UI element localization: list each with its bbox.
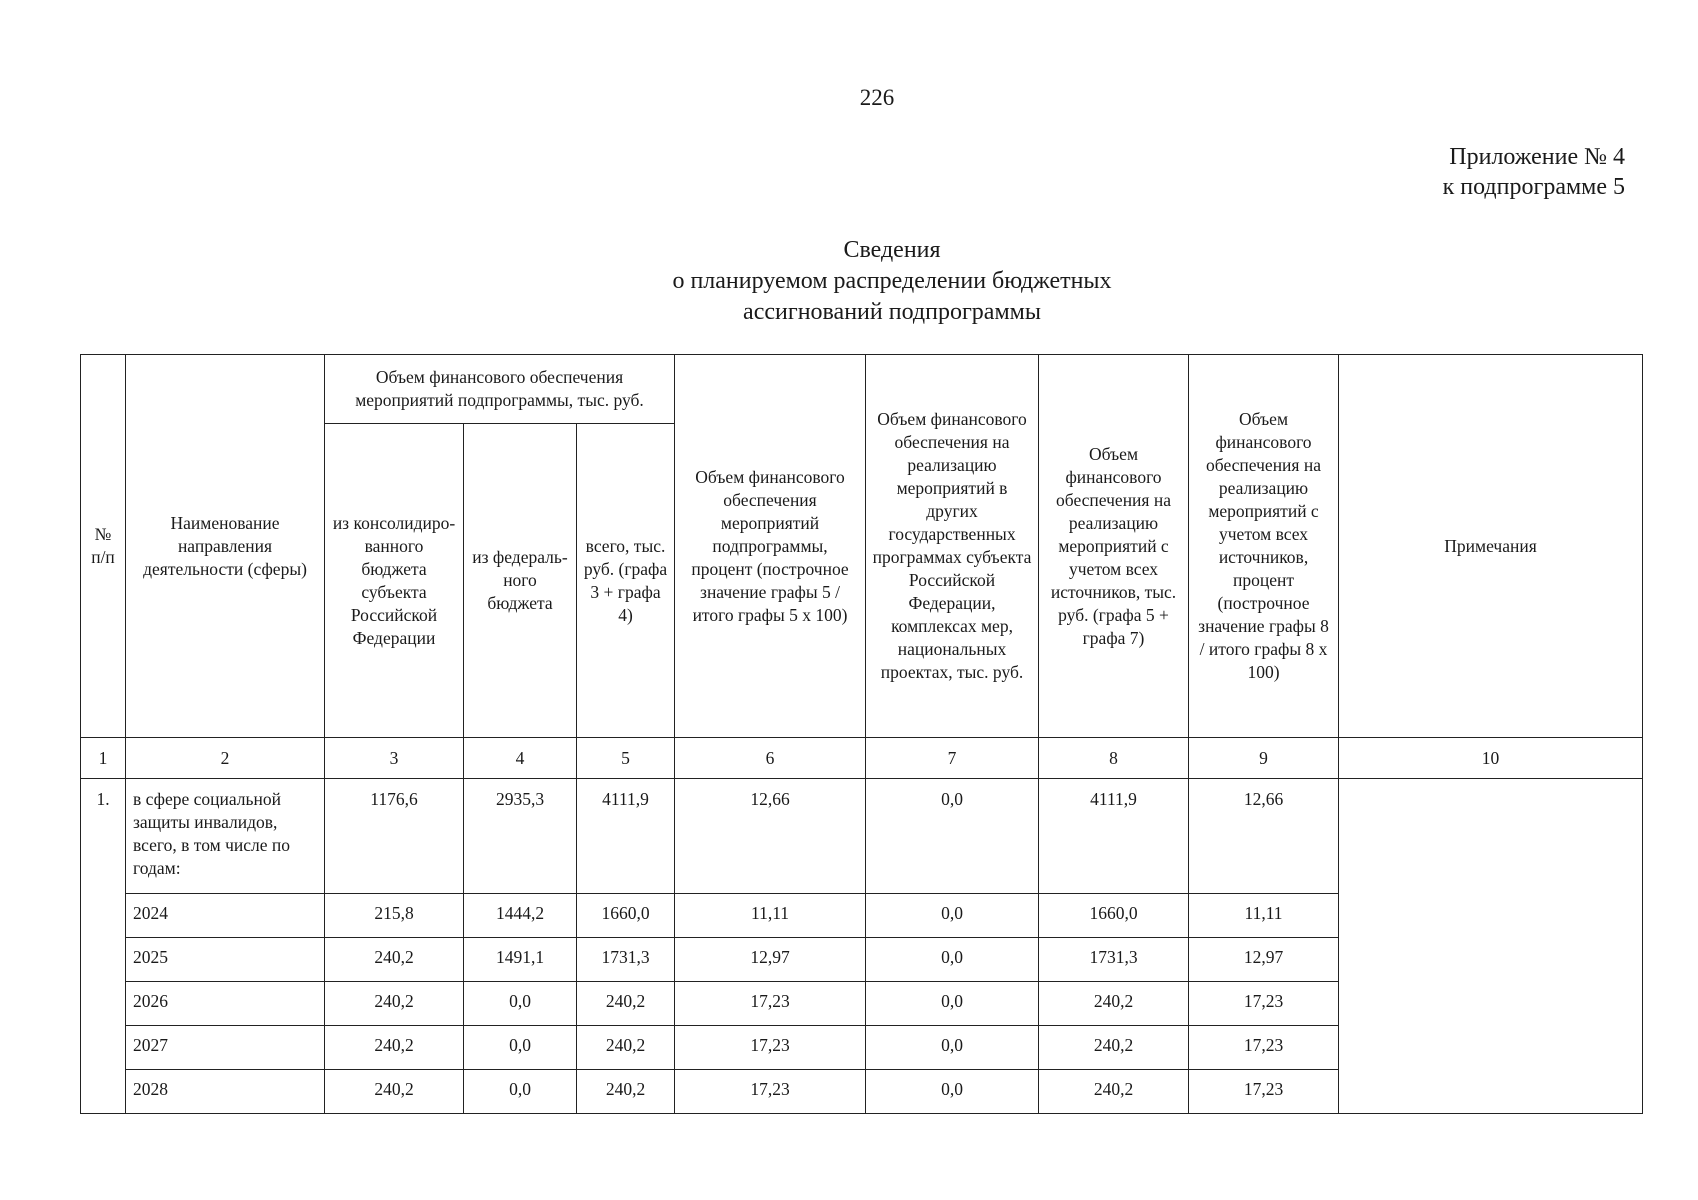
cell-other-programs: 0,0 <box>866 894 1039 938</box>
cell-federal-budget: 1491,1 <box>464 938 577 982</box>
header-col8-all-sources: Объем финансового обеспечения на реализацию мероприятий с учетом всех источников, тыс. руб. (графа 5 + графа 7) <box>1039 355 1189 738</box>
header-col7-other-programs: Объем финансового обеспечения на реализацию мероприятий в других государственных программах субъекта Российской Федерации, комплексах мер, национальных проектах, тыс. руб. <box>866 355 1039 738</box>
column-number: 2 <box>126 738 325 779</box>
cell-percent: 17,23 <box>675 982 866 1026</box>
cell-all-sources-percent: 12,66 <box>1189 779 1339 894</box>
cell-all-sources: 240,2 <box>1039 1026 1189 1070</box>
cell-all-sources-percent: 11,11 <box>1189 894 1339 938</box>
row-number: 1. <box>81 779 126 1114</box>
header-col9-all-sources-percent: Объем финансового обеспечения на реализацию мероприятий с учетом всех источников, процент (построчное значение графы 8 / итого графы 8 х 100) <box>1189 355 1339 738</box>
appendix-reference <box>1443 142 1625 202</box>
cell-federal-budget: 0,0 <box>464 1070 577 1114</box>
cell-total: 240,2 <box>577 982 675 1026</box>
cell-other-programs: 0,0 <box>866 779 1039 894</box>
cell-percent: 11,11 <box>675 894 866 938</box>
column-number: 10 <box>1339 738 1643 779</box>
cell-regional-budget: 1176,6 <box>325 779 464 894</box>
cell-regional-budget: 240,2 <box>325 982 464 1026</box>
cell-percent: 17,23 <box>675 1026 866 1070</box>
cell-percent: 12,66 <box>675 779 866 894</box>
cell-all-sources: 1731,3 <box>1039 938 1189 982</box>
cell-federal-budget: 2935,3 <box>464 779 577 894</box>
cell-all-sources: 240,2 <box>1039 1070 1189 1114</box>
cell-regional-budget: 240,2 <box>325 938 464 982</box>
cell-percent: 12,97 <box>675 938 866 982</box>
cell-all-sources-percent: 17,23 <box>1189 982 1339 1026</box>
direction-name: в сфере социальной защиты инвалидов, всего, в том числе по годам: <box>126 779 325 894</box>
header-col5-total: всего, тыс. руб. (графа 3 + графа 4) <box>577 424 675 738</box>
cell-notes <box>1339 779 1643 1114</box>
column-number: 8 <box>1039 738 1189 779</box>
header-col6-percent: Объем финансового обеспечения мероприятий подпрограммы, процент (построчное значение графы 5 / итого графы 5 х 100) <box>675 355 866 738</box>
document-title <box>0 235 1698 328</box>
header-col4-federal: из федераль-ного бюджета <box>464 424 577 738</box>
column-number: 9 <box>1189 738 1339 779</box>
cell-all-sources-percent: 17,23 <box>1189 1070 1339 1114</box>
cell-total: 1660,0 <box>577 894 675 938</box>
appendix-line-1: Приложение № 4 <box>1449 144 1625 170</box>
cell-federal-budget: 0,0 <box>464 1026 577 1070</box>
cell-percent: 17,23 <box>675 1070 866 1114</box>
year-label: 2027 <box>126 1026 325 1070</box>
cell-federal-budget: 1444,2 <box>464 894 577 938</box>
appendix-line-2: к подпрограмме 5 <box>1442 174 1625 200</box>
column-number: 1 <box>81 738 126 779</box>
cell-other-programs: 0,0 <box>866 1026 1039 1070</box>
title-line-1: Сведения <box>843 237 941 263</box>
cell-regional-budget: 215,8 <box>325 894 464 938</box>
header-direction-name: Наименование направления деятельности (сферы) <box>126 355 325 738</box>
cell-all-sources-percent: 17,23 <box>1189 1026 1339 1070</box>
cell-all-sources-percent: 12,97 <box>1189 938 1339 982</box>
year-label: 2025 <box>126 938 325 982</box>
header-col10-notes: Примечания <box>1339 355 1643 738</box>
cell-total: 240,2 <box>577 1070 675 1114</box>
cell-other-programs: 0,0 <box>866 1070 1039 1114</box>
title-line-2: о планируемом распределении бюджетных <box>672 268 1112 294</box>
column-number: 3 <box>325 738 464 779</box>
header-row-1 <box>81 355 1643 424</box>
header-num: № п/п <box>81 355 126 738</box>
column-number: 7 <box>866 738 1039 779</box>
header-volume-group: Объем финансового обеспечения мероприятий подпрограммы, тыс. руб. <box>325 355 675 424</box>
cell-all-sources: 1660,0 <box>1039 894 1189 938</box>
cell-total: 1731,3 <box>577 938 675 982</box>
title-line-3: ассигнований подпрограммы <box>743 299 1041 325</box>
cell-other-programs: 0,0 <box>866 982 1039 1026</box>
cell-all-sources: 240,2 <box>1039 982 1189 1026</box>
cell-all-sources: 4111,9 <box>1039 779 1189 894</box>
column-number: 5 <box>577 738 675 779</box>
cell-other-programs: 0,0 <box>866 938 1039 982</box>
cell-federal-budget: 0,0 <box>464 982 577 1026</box>
year-label: 2024 <box>126 894 325 938</box>
column-number-row <box>81 738 1643 779</box>
year-label: 2028 <box>126 1070 325 1114</box>
header-col3-regional: из консолидиро-ванного бюджета субъекта Российской Федерации <box>325 424 464 738</box>
cell-total: 4111,9 <box>577 779 675 894</box>
cell-total: 240,2 <box>577 1026 675 1070</box>
column-number: 4 <box>464 738 577 779</box>
table-row <box>81 779 1643 894</box>
year-label: 2026 <box>126 982 325 1026</box>
cell-regional-budget: 240,2 <box>325 1026 464 1070</box>
column-number: 6 <box>675 738 866 779</box>
cell-regional-budget: 240,2 <box>325 1070 464 1114</box>
page-number: 226 <box>859 85 895 110</box>
budget-allocation-table <box>80 354 1643 1114</box>
